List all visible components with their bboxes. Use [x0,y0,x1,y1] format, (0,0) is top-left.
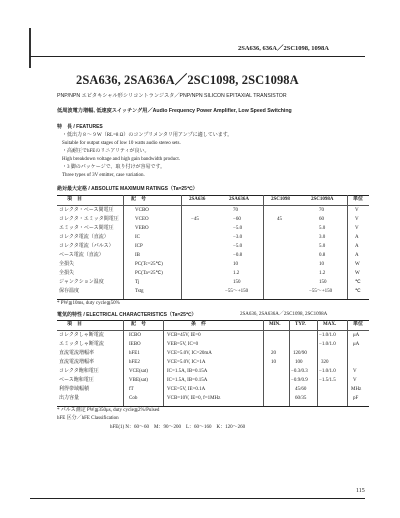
elec-chars-note: * パルス測定 PW≦350μs, duty cycle≦2%/Pulsed [57,408,160,413]
elec-chars-table: 項 目 記 号 条 件 MIN. TYP. MAX. 単位 コレクタしゃ断電流 ICBO VCB=45V, IE=0 −1.0/1.0 μA エミッタしゃ断電流 IEBO VEB=5V, IC=0 −1.0/1.0 μA 直流電流増幅率 hFE1 VCE=5.0V, IC=20mA 20 120/90 直流電流増幅率 hFE2 VCE=5.0V, IC=1A 10 100 320 コレクタ飽和電圧 VCE(sat) IC=1.5A, IB=0.15A −0.3/0.3 −1.0/1.0 V ベース飽和電圧 VBE(sat) IC=1.5A, IB=0.15A −0.9/0.9 −1.5/1.5 V 利得帯域幅積 fT VCE=5V, IE=0.1A 45/60 MHz 出力容量 Cob VCB=10V, IE=0, f=1MHz 60/35 pF [57,320,369,410]
column-header: MAX. [323,322,337,327]
table-rule [57,406,369,407]
device-type: PNP/NPN エピタキシャル形シリコントランジスタ／PNP/NPN SILICON EPITAXIAL TRANSISTOR [57,93,287,99]
elec-chars-heading: 電気的特性 / ELECTRICAL CHARACTERISTICS（Ta=25℃） [57,312,197,318]
header-part-numbers: 2SA636, 636A／2SC1098, 1098A [238,45,330,52]
table-rule [347,195,348,299]
column-header: TYP. [295,322,306,327]
table-rule [57,205,369,206]
column-header: 単位 [353,197,364,202]
footer-rule [30,498,365,499]
column-header: 記 号 [131,322,147,327]
column-header: 2SC1098 [271,197,290,202]
feature-line: ・高耐圧でhFEのリニアリティが良い。 [62,149,150,154]
table-rule [123,195,124,299]
binding-mark [29,28,31,68]
table-rule [263,320,264,406]
table-rule [123,320,124,406]
features-list [62,133,362,181]
header-rule [30,56,365,57]
table-rule [181,195,182,299]
column-header: 記 号 [131,197,147,202]
column-header: 条 件 [191,322,207,327]
column-header: MIN. [269,322,281,327]
elec-chars-group-label: 2SA636, 2SA636A／2SC1098, 2SC1098A [240,312,328,317]
table-rule [347,320,348,406]
column-header: 単位 [353,322,364,327]
column-header: 項 目 [67,322,83,327]
feature-line: ・低出力 8 ～ 9 W（RL=8 Ω）のコンプリメンタリ用アンプに適しています。 [62,133,233,138]
feature-line: Suitable for output stages of low 10 watts audio stereo sets. [62,141,181,146]
table-rule [263,195,264,299]
column-header: 項 目 [67,197,83,202]
table-rule [289,320,290,406]
table-rule [163,320,164,406]
max-ratings-heading: 絶対最大定格 / ABSOLUTE MAXIMUM RATINGS（Ta=25℃） [57,186,198,192]
feature-line: High breakdown voltage and high gain bandwidth product. [62,157,181,162]
application-text: 低周波電力増幅, 低速度スイッチング用／Audio Frequency Power Amplifier, Low Speed Switching [57,108,292,114]
table-header-row [57,321,369,329]
column-header: 2SC1098A [311,197,334,202]
page-title: 2SA636, 2SA636A／2SC1098, 2SC1098A [76,73,299,87]
features-heading: 特 長 / FEATURES [57,124,103,130]
hfe-classification-values: hFE(1) N：60～60 M：90～200 L：60～160 K：120～260 [110,425,246,430]
table-header-row [57,196,369,204]
hfe-classification-label: hFE 区分／hFE Classification [57,416,119,421]
table-rule [57,330,369,331]
feature-line: Three types of 3V emitter, case variation. [62,173,145,178]
feature-line: ・3 脚のパッケージで、取り付けが容易です。 [62,165,166,170]
table-rule [317,320,318,406]
max-ratings-note: * PW≦10ms, duty cycle≦50% [57,301,120,306]
page-number: 115 [356,488,365,494]
column-header: 2SA636 [189,197,206,202]
max-ratings-table: 項 目 記 号 2SA636 2SA636A 2SC1098 2SC1098A 単位 コレクタ・ベース間電圧 VCBO 70 70 V コレクタ・エミッタ間電圧 VCEO −45 −60 45 60 V エミッタ・ベース間電圧 VEBO −5.0 5.0 V コレクタ電流（直流） IC −3.0 3.0 A コレクタ電流（パルス） ICP −5.0 5.0 A ベース電流（直流） IB −0.8 0.8 A 全損失 PC(Tc=25℃) 10 10 W 全損失 PC(Ta=25℃) 1.2 1.2 W ジャンクション温度 Tj 150 150 ℃ 保存温度 Tstg −55～+150 −55～+150 ℃ * PW≦10ms, duty cycle≦50% [57,195,369,315]
column-header: 2SA636A [229,197,250,202]
